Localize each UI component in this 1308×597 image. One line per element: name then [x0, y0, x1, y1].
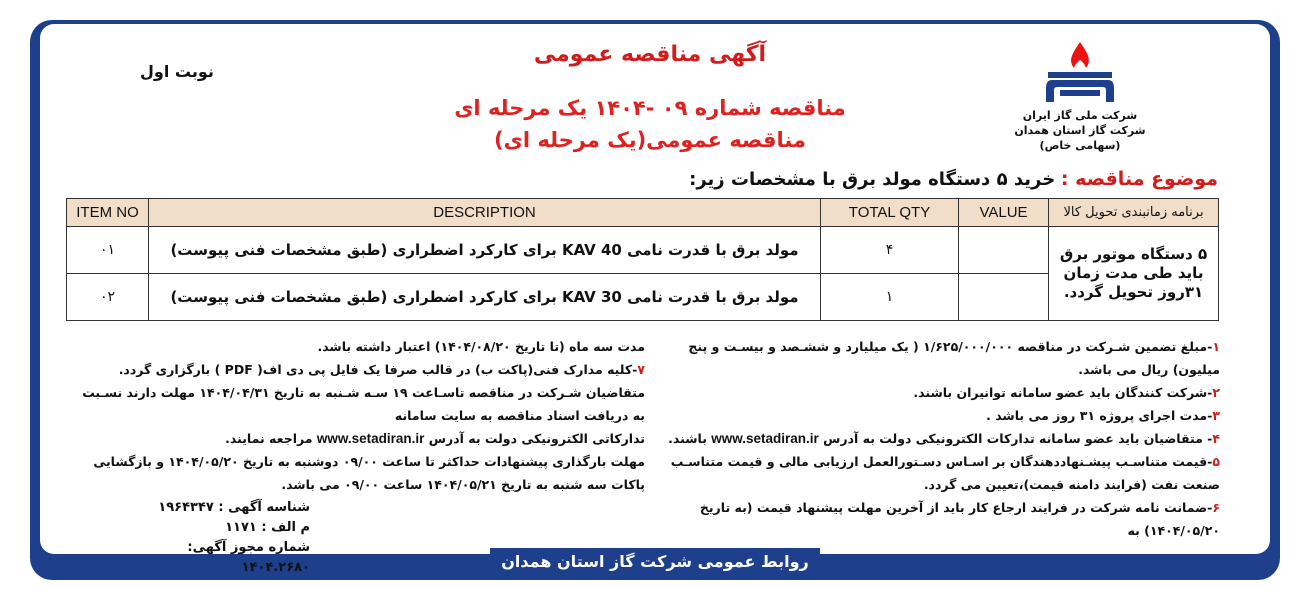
nigc-logo-icon — [1030, 40, 1130, 110]
header-total-qty: TOTAL QTY — [821, 199, 959, 227]
table-row — [67, 227, 1219, 274]
condition-text: -ضمانت نامه شرکت در فرایند ارجاع کار باید از آخرین مهلت پیشنهاد قیمت (به تاریخ ۱۴۰۴/۰۵/۲۰) به — [699, 500, 1220, 538]
cell-schedule: ۵ دستگاه موتور برق باید طی مدت زمان ۳۱روز تحویل گردد. — [1049, 227, 1219, 321]
cell-description: مولد برق با قدرت نامی KAV 40 برای کارکرد اضطراری (طبق مشخصات فنی پیوست) — [149, 227, 821, 274]
ad-title: آگهی مناقصه عمومی — [533, 42, 767, 67]
company-line1: شرکت ملی گاز ایران — [1022, 109, 1138, 122]
subject-label: موضوع مناقصه : — [1060, 168, 1218, 190]
ad-info — [120, 498, 310, 578]
title-block — [440, 0, 860, 170]
subject-text: خرید ۵ دستگاه مولد برق با مشخصات زیر: — [689, 169, 1056, 190]
cell-value — [959, 227, 1049, 274]
header-value: VALUE — [959, 199, 1049, 227]
condition-text: -شرکت کنندگان باید عضو سامانه توانیران باشند. — [913, 385, 1213, 400]
condition-text: -کلیه مدارک فنی(پاکت ب) در قالب صرفا یک فایل پی دی اف( PDF ) بارگزاری گردد. — [118, 362, 638, 377]
conditions-list — [660, 335, 1220, 542]
items-table — [66, 198, 1219, 321]
condition-text: - متقاضیان باید عضو سامانه تدارکات الکترونیکی دولت به آدرس — [818, 431, 1213, 446]
condition-number: ۵ — [1212, 454, 1220, 469]
documents-paragraph-url — [70, 427, 645, 450]
company-line2: شرکت گاز استان همدان — [1014, 124, 1146, 137]
cell-qty: ۴ — [821, 227, 959, 274]
condition-item — [660, 450, 1220, 496]
condition-number: ۳ — [1212, 408, 1220, 423]
paragraph-text: مراجعه نمایند. — [225, 431, 317, 446]
condition-text: باشند. — [668, 431, 712, 446]
table-header-row — [67, 199, 1219, 227]
table-row — [67, 274, 1219, 321]
setadiran-link[interactable]: www.setadiran.ir — [711, 431, 819, 446]
condition-item — [660, 427, 1220, 450]
condition-text: -مدت اجرای پروژه ۳۱ روز می باشد . — [986, 408, 1213, 423]
documents-paragraph: متقاضیان شـرکت در مناقصه تاسـاعت ۱۹ سـه شـنبه به تاریخ ۱۴۰۴/۰۴/۳۱ مهلت دارند نسـبت به دریافت اسناد مناقصه به سایت سامانه — [82, 385, 645, 423]
header-item-no: ITEM NO — [67, 199, 149, 227]
condition-item — [660, 381, 1220, 404]
ad-id: شناسه آگهی : ۱۹۶۴۳۴۷ — [158, 500, 310, 515]
cell-item-no: ۰۲ — [67, 274, 149, 321]
permit-number: شماره مجوز آگهی: ۱۴۰۴.۲۶۸۰ — [187, 540, 310, 575]
condition-number: ۱ — [1212, 339, 1220, 354]
cell-item-no: ۰۱ — [67, 227, 149, 274]
condition-item — [660, 496, 1220, 542]
cell-value — [959, 274, 1049, 321]
company-name — [985, 108, 1175, 153]
deadline-paragraph: مهلت بارگذاری پیشنهادات حداکثر تا ساعت ۰۹/۰۰ دوشنبه به تاریخ ۱۴۰۴/۰۵/۲۰ و بازگشایی پاکات سه شنبه به تاریخ ۱۴۰۴/۰۵/۲۱ ساعت ۰۹/۰۰ می باشد. — [93, 454, 645, 492]
header-description: DESCRIPTION — [149, 199, 821, 227]
condition-item — [70, 358, 645, 381]
condition-text: -قیمت متناسـب پیشـنهاددهندگان بر اسـاس دسـتورالعمل ارزیابی مالی و قیمت متناسـب صنعت نفت (فرایند دامنه قیمت)،تعیین می گردد. — [670, 454, 1220, 492]
header-schedule: برنامه زمانبندی تحویل کالا — [1049, 199, 1219, 227]
mim-alef: م الف : ۱۱۷۱ — [225, 520, 310, 535]
round-label: نوبت اول — [140, 62, 214, 81]
company-line3: (سهامی خاص) — [1039, 139, 1121, 152]
condition-continuation: مدت سه ماه (تا تاریخ ۱۴۰۴/۰۸/۲۰) اعتبار داشته باشد. — [317, 339, 645, 354]
condition-number: ۴ — [1212, 431, 1220, 446]
condition-number: ۶ — [1212, 500, 1220, 515]
condition-text: -مبلغ تضمین شـرکت در مناقصه ۱/۶۲۵/۰۰۰/۰۰۰ ( یک میلیارد و ششـصد و بیسـت و پنج میلیون) ریال می باشد. — [688, 339, 1220, 377]
tender-number: مناقصه شماره ۰۹ -۱۴۰۴ یک مرحله ای — [454, 96, 846, 120]
cell-qty: ۱ — [821, 274, 959, 321]
condition-number: ۷ — [637, 362, 645, 377]
condition-item — [660, 404, 1220, 427]
tender-type: مناقصه عمومی(یک مرحله ای) — [494, 128, 806, 152]
cell-description: مولد برق با قدرت نامی KAV 30 برای کارکرد اضطراری (طبق مشخصات فنی پیوست) — [149, 274, 821, 321]
condition-item — [660, 335, 1220, 381]
conditions-list-continued — [70, 335, 645, 496]
condition-number: ۲ — [1212, 385, 1220, 400]
setadiran-link[interactable]: www.setadiran.ir — [316, 431, 425, 446]
footer-public-relations: روابط عمومی شرکت گاز استان همدان — [490, 548, 820, 576]
tender-subject — [600, 168, 1218, 190]
paragraph-text: تدارکاتی الکترونیکی دولت به آدرس — [424, 431, 645, 446]
